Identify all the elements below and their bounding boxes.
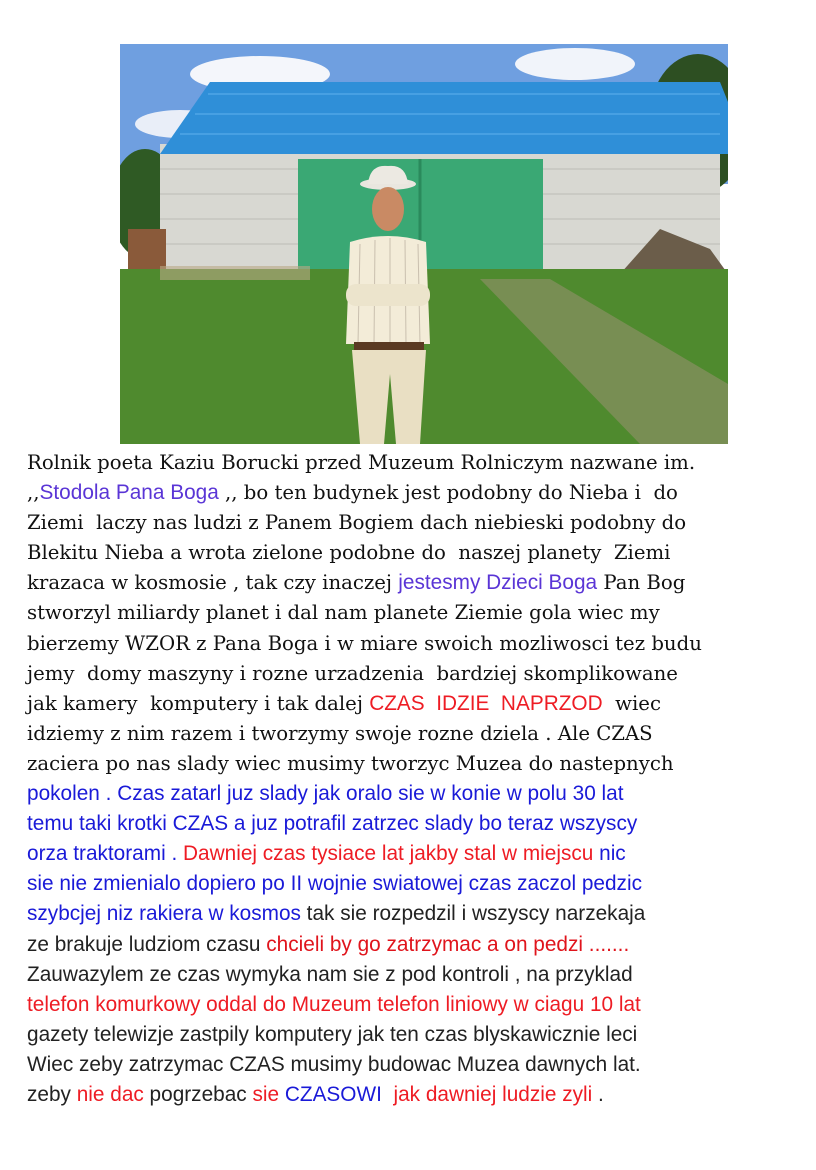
text-line: Blekitu Nieba a wrota zielone podobne do naszej planety Ziemi xyxy=(27,541,671,565)
farmer-barn-photo xyxy=(120,44,728,444)
photo xyxy=(120,44,728,444)
cloud xyxy=(515,48,635,80)
text-line: szybcjej niz rakiera w kosmos tak sie rozpedzil i wszyscy narzekaja xyxy=(27,902,646,926)
text-line: sie nie zmienialo dopiero po II wojnie swiatowej czas zaczol pedzic xyxy=(27,872,642,896)
text-line: idziemy z nim razem i tworzymy swoje rozne dziela . Ale CZAS xyxy=(27,721,653,745)
text-line: Rolnik poeta Kaziu Borucki przed Muzeum Rolniczym nazwane im. xyxy=(27,451,696,474)
text-line: zaciera po nas slady wiec musimy tworzyc Muzea do nastepnych xyxy=(27,751,674,775)
text-line: Wiec zeby zatrzymac CZAS musimy budowac Muzea dawnych lat. xyxy=(27,1052,641,1076)
text-line: stworzyl miliardy planet i dal nam planete Ziemie gola wiec my xyxy=(27,601,660,625)
text-line: gazety telewizje zastpily komputery jak ten czas blyskawicznie leci xyxy=(27,1022,638,1046)
barn-roof xyxy=(160,82,728,154)
text-line: temu taki krotki CZAS a juz potrafil zatrzec slady bo teraz wszyscy xyxy=(27,812,638,836)
text-line: zeby nie dac pogrzebac sie CZASOWI jak dawniej ludzie zyli . xyxy=(27,1082,604,1106)
text-line: krazaca w kosmosie , tak czy inaczej jestesmy Dzieci Boga Pan Bog xyxy=(27,571,686,595)
text-line: jak kamery komputery i tak dalej CZAS IDZIE NAPRZOD wiec xyxy=(27,691,661,715)
text-line: ,,Stodola Pana Boga ,, bo ten budynek jest podobny do Nieba i do xyxy=(27,481,678,505)
text-line: bierzemy WZOR z Pana Boga i w miare swoich mozliwosci tez budu xyxy=(27,631,702,655)
text-line: jemy domy maszyny i rozne urzadzenia bardziej skomplikowane xyxy=(27,661,678,685)
text-line: ze brakuje ludziom czasu chcieli by go zatrzymac a on pedzi ....... xyxy=(27,932,630,956)
article-text xyxy=(27,448,812,1110)
text-line: telefon komurkowy oddal do Muzeum telefon liniowy w ciagu 10 lat xyxy=(27,992,641,1016)
text-line: orza traktorami . Dawniej czas tysiace lat jakby stal w miejscu nic xyxy=(27,842,626,866)
text-line: pokolen . Czas zatarl juz slady jak oralo sie w konie w polu 30 lat xyxy=(27,782,624,806)
text-line: Ziemi laczy nas ludzi z Panem Bogiem dach niebieski podobny do xyxy=(27,511,687,535)
text-line: Zauwazylem ze czas wymyka nam sie z pod kontroli , na przyklad xyxy=(27,962,633,986)
